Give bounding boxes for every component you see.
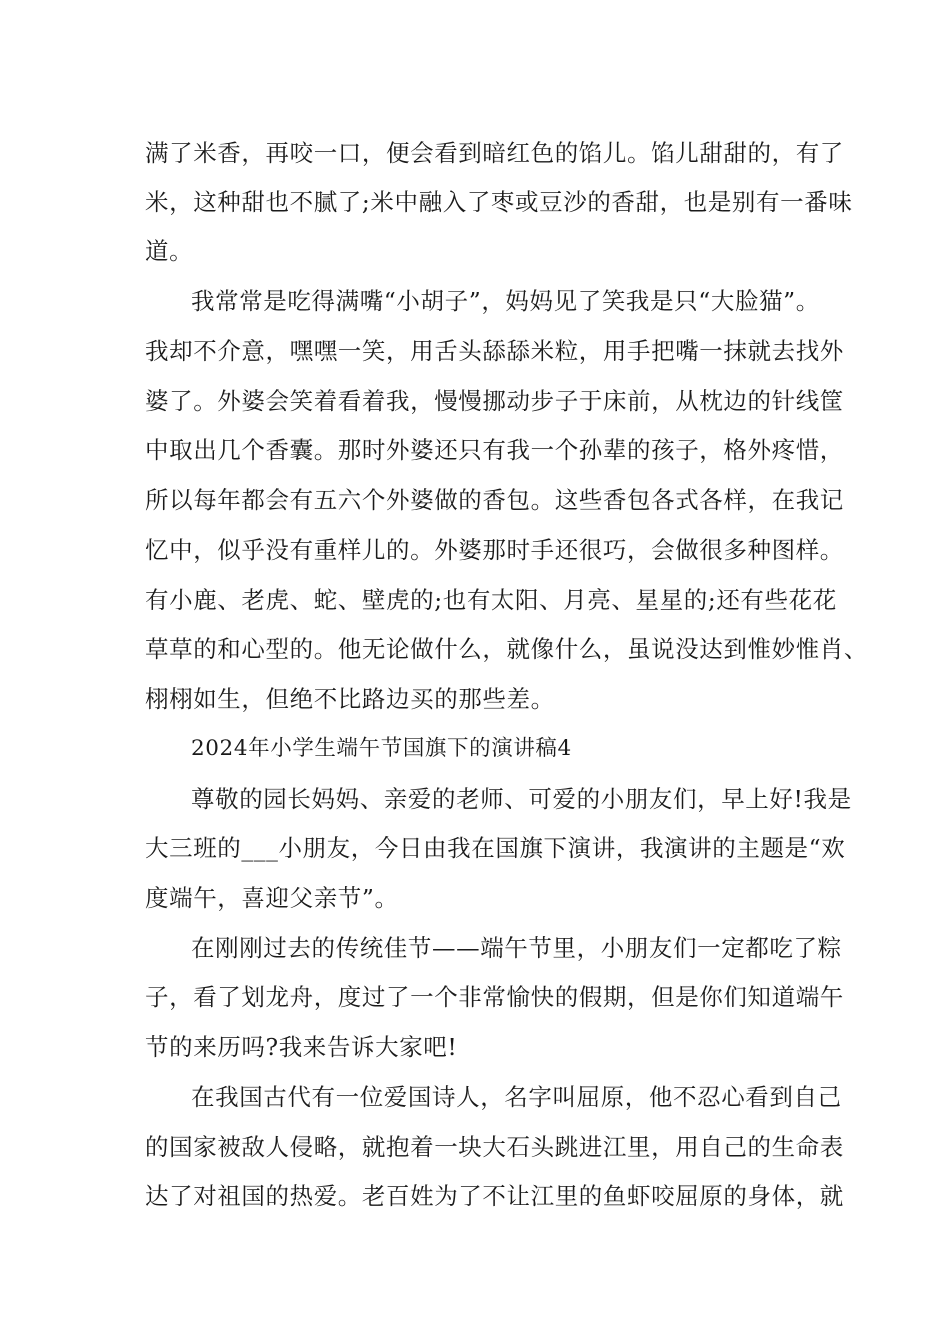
text-line: 所以每年都会有五六个外婆做的香包。这些香包各式各样，在我记: [145, 486, 844, 514]
text-line: 我却不介意，嘿嘿一笑，用舌头舔舔米粒，用手把嘴一抹就去找外: [145, 337, 844, 365]
text-line: 满了米香，再咬一口，便会看到暗红色的馅儿。馅儿甜甜的，有了: [145, 139, 844, 167]
text-line: 尊敬的园长妈妈、亲爱的老师、可爱的小朋友们，早上好!我是: [191, 785, 852, 813]
text-line: 子，看了划龙舟，度过了一个非常愉快的假期，但是你们知道端午: [145, 983, 844, 1011]
text-line: 节的来历吗?我来告诉大家吧!: [145, 1033, 458, 1061]
text-line: 婆了。外婆会笑着看着我，慢慢挪动步子于床前，从枕边的针线筐: [145, 387, 844, 415]
text-line: 道。: [145, 237, 194, 265]
text-line: 栩栩如生，但绝不比路边买的那些差。: [145, 685, 555, 713]
text-line: 在刚刚过去的传统佳节——端午节里，小朋友们一定都吃了粽: [191, 934, 842, 962]
section-heading: 2024年小学生端午节国旗下的演讲稿4: [191, 736, 572, 761]
text-line: 度端午，喜迎父亲节”。: [145, 884, 399, 912]
text-line: 的国家被敌人侵略，就抱着一块大石头跳进江里，用自己的生命表: [145, 1133, 844, 1161]
text-line: 米，这种甜也不腻了;米中融入了枣或豆沙的香甜，也是别有一番味: [145, 188, 853, 216]
text-line: 有小鹿、老虎、蛇、壁虎的;也有太阳、月亮、星星的;还有些花花: [145, 586, 837, 614]
text-line: 大三班的___小朋友，今日由我在国旗下演讲，我演讲的主题是“欢: [145, 834, 846, 862]
text-line: 忆中，似乎没有重样儿的。外婆那时手还很巧，会做很多种图样。: [145, 536, 844, 564]
text-line: 草草的和心型的。他无论做什么，就像什么，虽说没达到惟妙惟肖、: [145, 635, 868, 663]
text-line: 我常常是吃得满嘴“小胡子”，妈妈见了笑我是只“大脸猫”。: [191, 287, 820, 315]
text-line: 在我国古代有一位爱国诗人，名字叫屈原，他不忍心看到自己: [191, 1083, 842, 1111]
text-line: 达了对祖国的热爱。老百姓为了不让江里的鱼虾咬屈原的身体，就: [145, 1182, 844, 1210]
text-line: 中取出几个香囊。那时外婆还只有我一个孙辈的孩子，格外疼惜，: [145, 436, 844, 464]
